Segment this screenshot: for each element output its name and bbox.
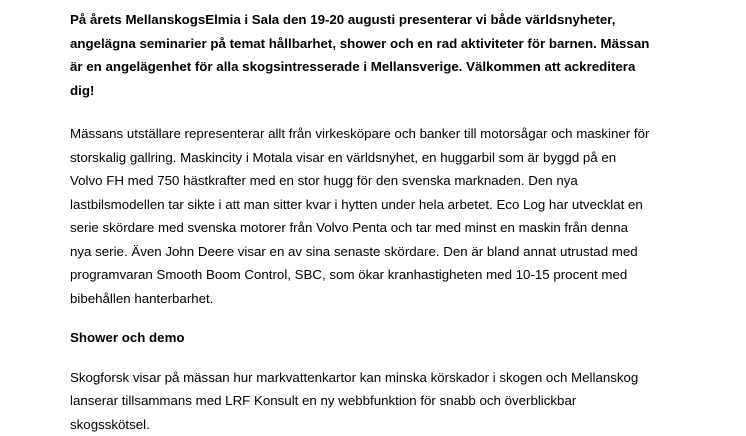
paragraph-line: lanserar tillsammans med LRF Konsult en ny webbfunktion för snabb och överblickbar (70, 389, 690, 413)
paragraph-line: nya serie. Även John Deere visar en av sina senaste skördare. Den är bland annat utrustad med (70, 240, 690, 264)
paragraph-line: Skogforsk visar på mässan hur markvattenkartor kan minska körskador i skogen och Mellanskog (70, 366, 690, 390)
paragraph-line: programvaran Smooth Boom Control, SBC, som ökar kranhastigheten med 10-15 procent med (70, 263, 690, 287)
document-page (70, 0, 690, 436)
lead-line: dig! (70, 79, 690, 103)
paragraph-line: lastbilsmodellen tar sikte i att man sitter kvar i hytten under hela arbetet. Eco Log har utvecklat en (70, 193, 690, 217)
paragraph-line: Mässans utställare representerar allt från virkesköpare och banker till motorsågar och maskiner för (70, 122, 690, 146)
paragraph-line: skogsskötsel. (70, 413, 690, 436)
lead-line: är en angelägenhet för alla skogsintresserade i Mellansverige. Välkommen att ackreditera (70, 55, 690, 79)
paragraph-line: storskalig gallring. Maskincity i Motala visar en världsnyhet, en huggarbil som är byggd på en (70, 146, 690, 170)
shows-paragraph (70, 366, 690, 436)
lead-paragraph (70, 8, 690, 102)
lead-line: angelägna seminarier på temat hållbarhet, shower och en rad aktiviteter för barnen. Mässan (70, 32, 690, 56)
section-heading: Shower och demo (70, 326, 690, 350)
paragraph-line: Volvo FH med 750 hästkrafter med en stor hugg för den svenska marknaden. Den nya (70, 169, 690, 193)
exhibitors-paragraph (70, 122, 690, 310)
paragraph-line: bibehållen hanterbarhet. (70, 287, 690, 311)
lead-line: På årets MellanskogsElmia i Sala den 19-20 augusti presenterar vi både världsnyheter, (70, 8, 690, 32)
paragraph-line: serie skördare med svenska motorer från Volvo Penta och tar med minst en maskin från denna (70, 216, 690, 240)
